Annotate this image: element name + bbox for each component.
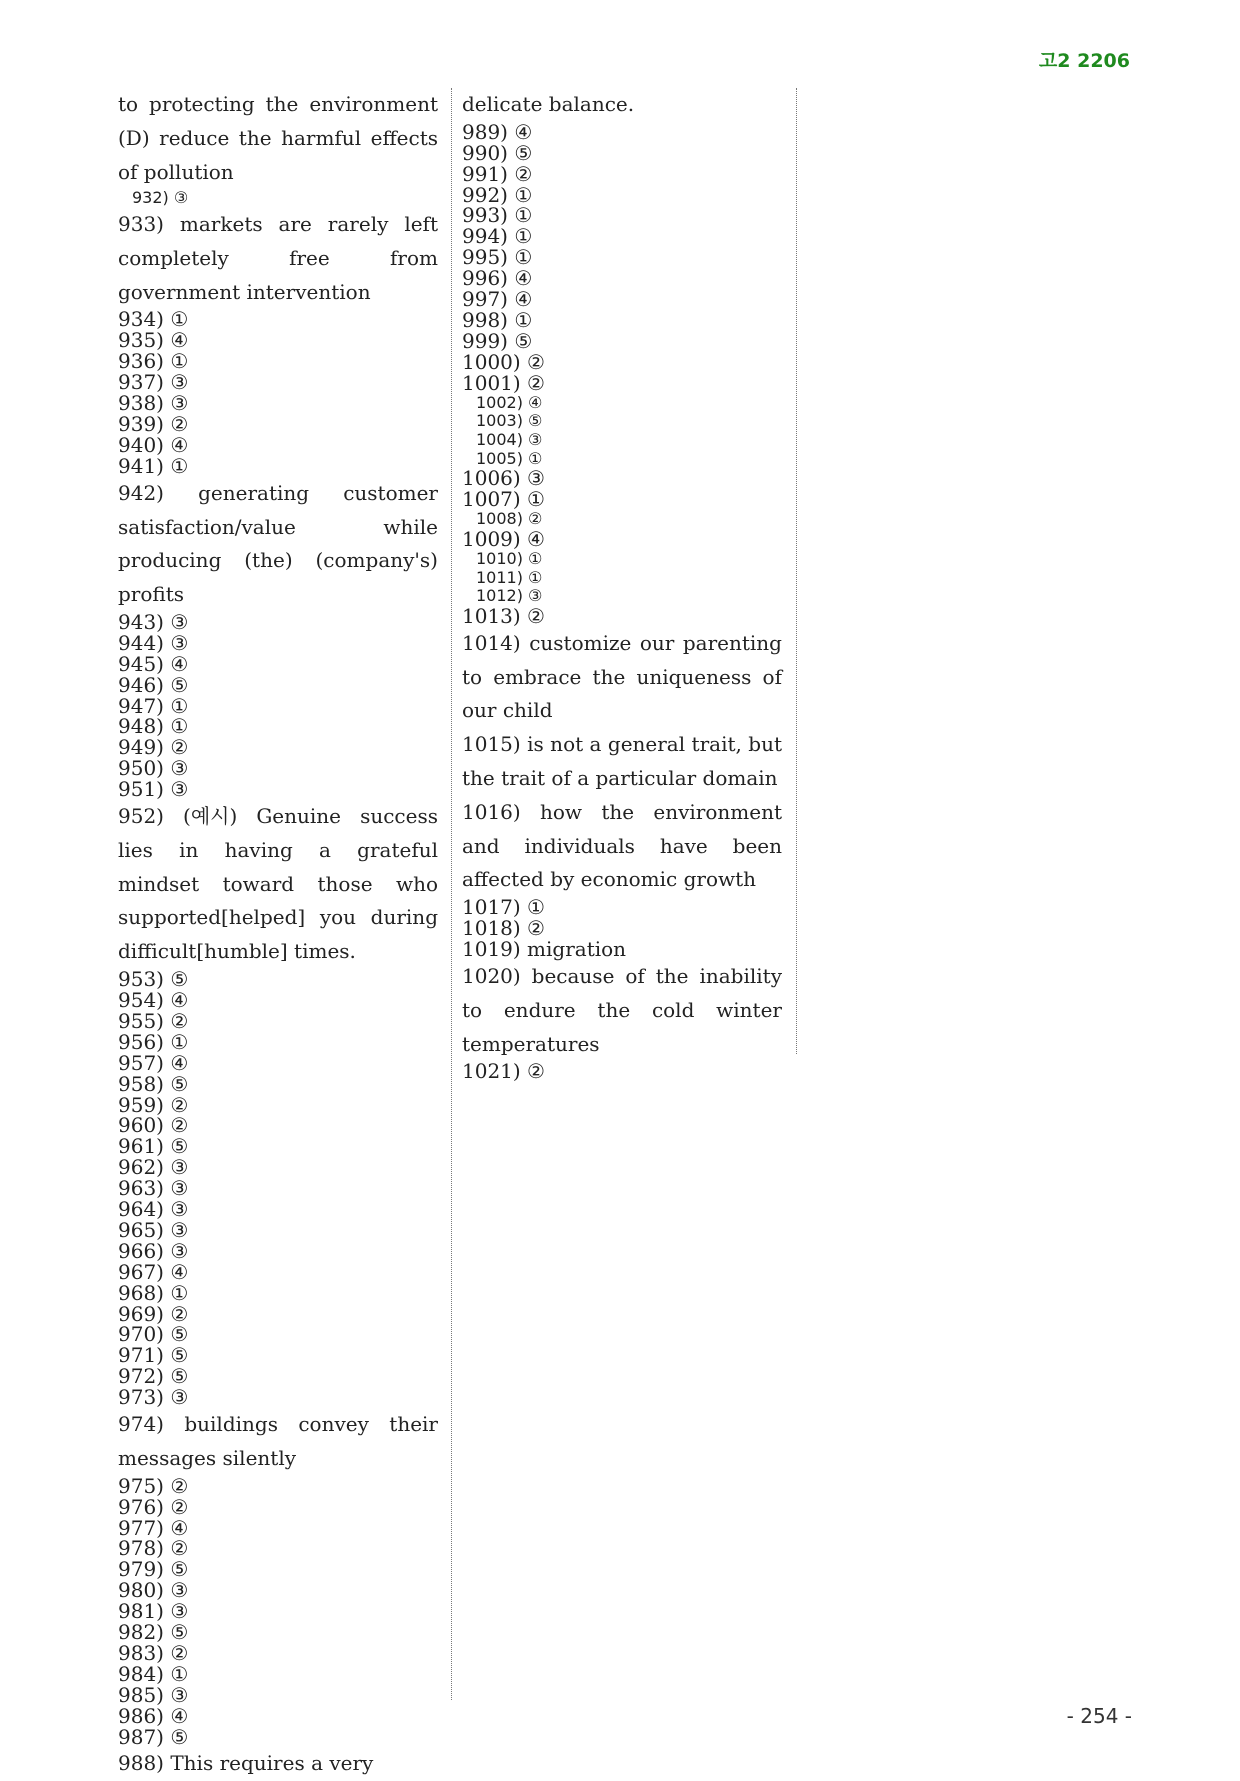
answer-entry: 993) ①	[462, 203, 533, 228]
answer-entry: 1016) how the environment and individuals have been affected by economic growth	[462, 799, 782, 892]
answer-entry: 957) ④	[118, 1050, 189, 1075]
answer-entry: 979) ⑤	[118, 1557, 189, 1582]
answer-entry: 955) ②	[118, 1008, 189, 1033]
answer-entry: 953) ⑤	[118, 967, 189, 992]
answer-entry: 940) ④	[118, 432, 189, 457]
answer-entry: 994) ①	[462, 224, 533, 249]
answer-entry: 933) markets are rarely left completely free from government intervention	[118, 212, 438, 304]
answer-entry: 947) ①	[118, 693, 189, 718]
answer-entry: 988) This requires a very	[118, 1751, 374, 1776]
answer-entry: 973) ③	[118, 1385, 189, 1410]
answer-entry: 1003) ⑤	[476, 411, 543, 431]
answer-entry: 996) ④	[462, 266, 533, 291]
answer-entry: 984) ①	[118, 1661, 189, 1686]
answer-entry: to protecting the environment (D) reduce the harmful effects of pollution	[118, 92, 438, 184]
answer-entry: 958) ⑤	[118, 1071, 189, 1096]
answer-entry: 1018) ②	[462, 916, 545, 941]
answer-entry: 1006) ③	[462, 466, 545, 491]
answer-entry: 978) ②	[118, 1536, 189, 1561]
answer-entry: 970) ⑤	[118, 1322, 189, 1347]
answer-entry: 966) ③	[118, 1238, 189, 1263]
answer-entry: 1008) ②	[476, 509, 543, 529]
answer-entry: 1010) ①	[476, 548, 543, 568]
answer-entry: 991) ②	[462, 161, 533, 186]
answer-entry: 969) ②	[118, 1301, 189, 1326]
answer-entry: 1021) ②	[462, 1059, 545, 1084]
answer-entry: 964) ③	[118, 1197, 189, 1222]
answer-entry: 942) generating customer satisfaction/value while producing (the) (company's) profits	[118, 480, 438, 607]
answer-entry: delicate balance.	[462, 92, 635, 116]
answer-entry: 936) ①	[118, 349, 189, 374]
answer-entry: 1005) ①	[476, 448, 543, 468]
answer-entry: 944) ③	[118, 630, 189, 655]
answer-entry: 939) ②	[118, 412, 189, 437]
answer-entry: 985) ③	[118, 1682, 189, 1707]
answer-entry: 943) ③	[118, 609, 189, 634]
answer-entry: 1013) ②	[462, 603, 545, 628]
answer-entry: 1004) ③	[476, 429, 543, 449]
answer-column-left	[118, 88, 438, 1781]
answer-entry: 945) ④	[118, 651, 189, 676]
answer-entry: 968) ①	[118, 1280, 189, 1305]
answer-entry: 935) ④	[118, 328, 189, 353]
answer-entry: 987) ⑤	[118, 1724, 189, 1749]
answer-entry: 952) (예시) Genuine success lies in having a grateful mindset toward those who supported[helped] you during difficult[humble] times.	[118, 804, 438, 964]
answer-entry: 982) ⑤	[118, 1620, 189, 1645]
answer-entry: 975) ②	[118, 1473, 189, 1498]
answer-entry: 961) ⑤	[118, 1134, 189, 1159]
answer-entry: 983) ②	[118, 1640, 189, 1665]
answer-entry: 1014) customize our parenting to embrace the uniqueness of our child	[462, 630, 782, 723]
answer-entry: 967) ④	[118, 1259, 189, 1284]
answer-entry: 986) ④	[118, 1703, 189, 1728]
answer-entry: 1009) ④	[462, 526, 545, 551]
answer-entry: 981) ③	[118, 1599, 189, 1624]
column-divider	[796, 88, 797, 1054]
answer-entry: 1002) ④	[476, 392, 543, 412]
answer-entry: 956) ①	[118, 1029, 189, 1054]
answer-entry: 974) buildings convey their messages silently	[118, 1412, 438, 1470]
answer-entry: 934) ①	[118, 307, 189, 332]
answer-entry: 995) ①	[462, 245, 533, 270]
answer-entry: 937) ③	[118, 370, 189, 395]
answer-entry: 1019) migration	[462, 937, 627, 962]
answer-entry: 1011) ①	[476, 567, 543, 587]
answer-entry: 946) ⑤	[118, 672, 189, 697]
answer-entry: 948) ①	[118, 714, 189, 739]
answer-entry: 997) ④	[462, 287, 533, 312]
answer-entry: 941) ①	[118, 453, 189, 478]
answer-entry: 951) ③	[118, 777, 189, 802]
answer-entry: 1015) is not a general trait, but the trait of a particular domain	[462, 732, 782, 791]
column-divider	[451, 88, 452, 1700]
answer-entry: 960) ②	[118, 1113, 189, 1138]
answer-entry: 1007) ①	[462, 487, 545, 512]
answer-entry: 965) ③	[118, 1217, 189, 1242]
answer-entry: 999) ⑤	[462, 328, 533, 353]
answer-entry: 972) ⑤	[118, 1364, 189, 1389]
answer-entry: 1017) ①	[462, 895, 545, 920]
answer-entry: 954) ④	[118, 987, 189, 1012]
page-number: - 254 -	[1066, 1704, 1132, 1728]
answer-entry: 1012) ③	[476, 586, 543, 606]
answer-entry: 976) ②	[118, 1494, 189, 1519]
answer-entry: 977) ④	[118, 1515, 189, 1540]
answer-entry: 992) ①	[462, 182, 533, 207]
answer-entry: 962) ③	[118, 1155, 189, 1180]
answer-entry: 1020) because of the inability to endure the cold winter temperatures	[462, 963, 782, 1056]
answer-entry: 938) ③	[118, 391, 189, 416]
answer-entry: 959) ②	[118, 1092, 189, 1117]
answer-column-right	[462, 88, 782, 1082]
answer-entry: 932) ③	[132, 188, 189, 208]
answer-entry: 1000) ②	[462, 349, 545, 374]
answer-entry: 971) ⑤	[118, 1343, 189, 1368]
answer-entry: 998) ①	[462, 307, 533, 332]
answer-entry: 980) ③	[118, 1578, 189, 1603]
answer-entry: 989) ④	[462, 119, 533, 144]
answer-entry: 1001) ②	[462, 370, 545, 395]
answer-entry: 950) ③	[118, 756, 189, 781]
grade-exam-tag: 고2 2206	[1038, 50, 1130, 72]
answer-entry: 990) ⑤	[462, 140, 533, 165]
answer-entry: 963) ③	[118, 1176, 189, 1201]
answer-entry: 949) ②	[118, 735, 189, 760]
